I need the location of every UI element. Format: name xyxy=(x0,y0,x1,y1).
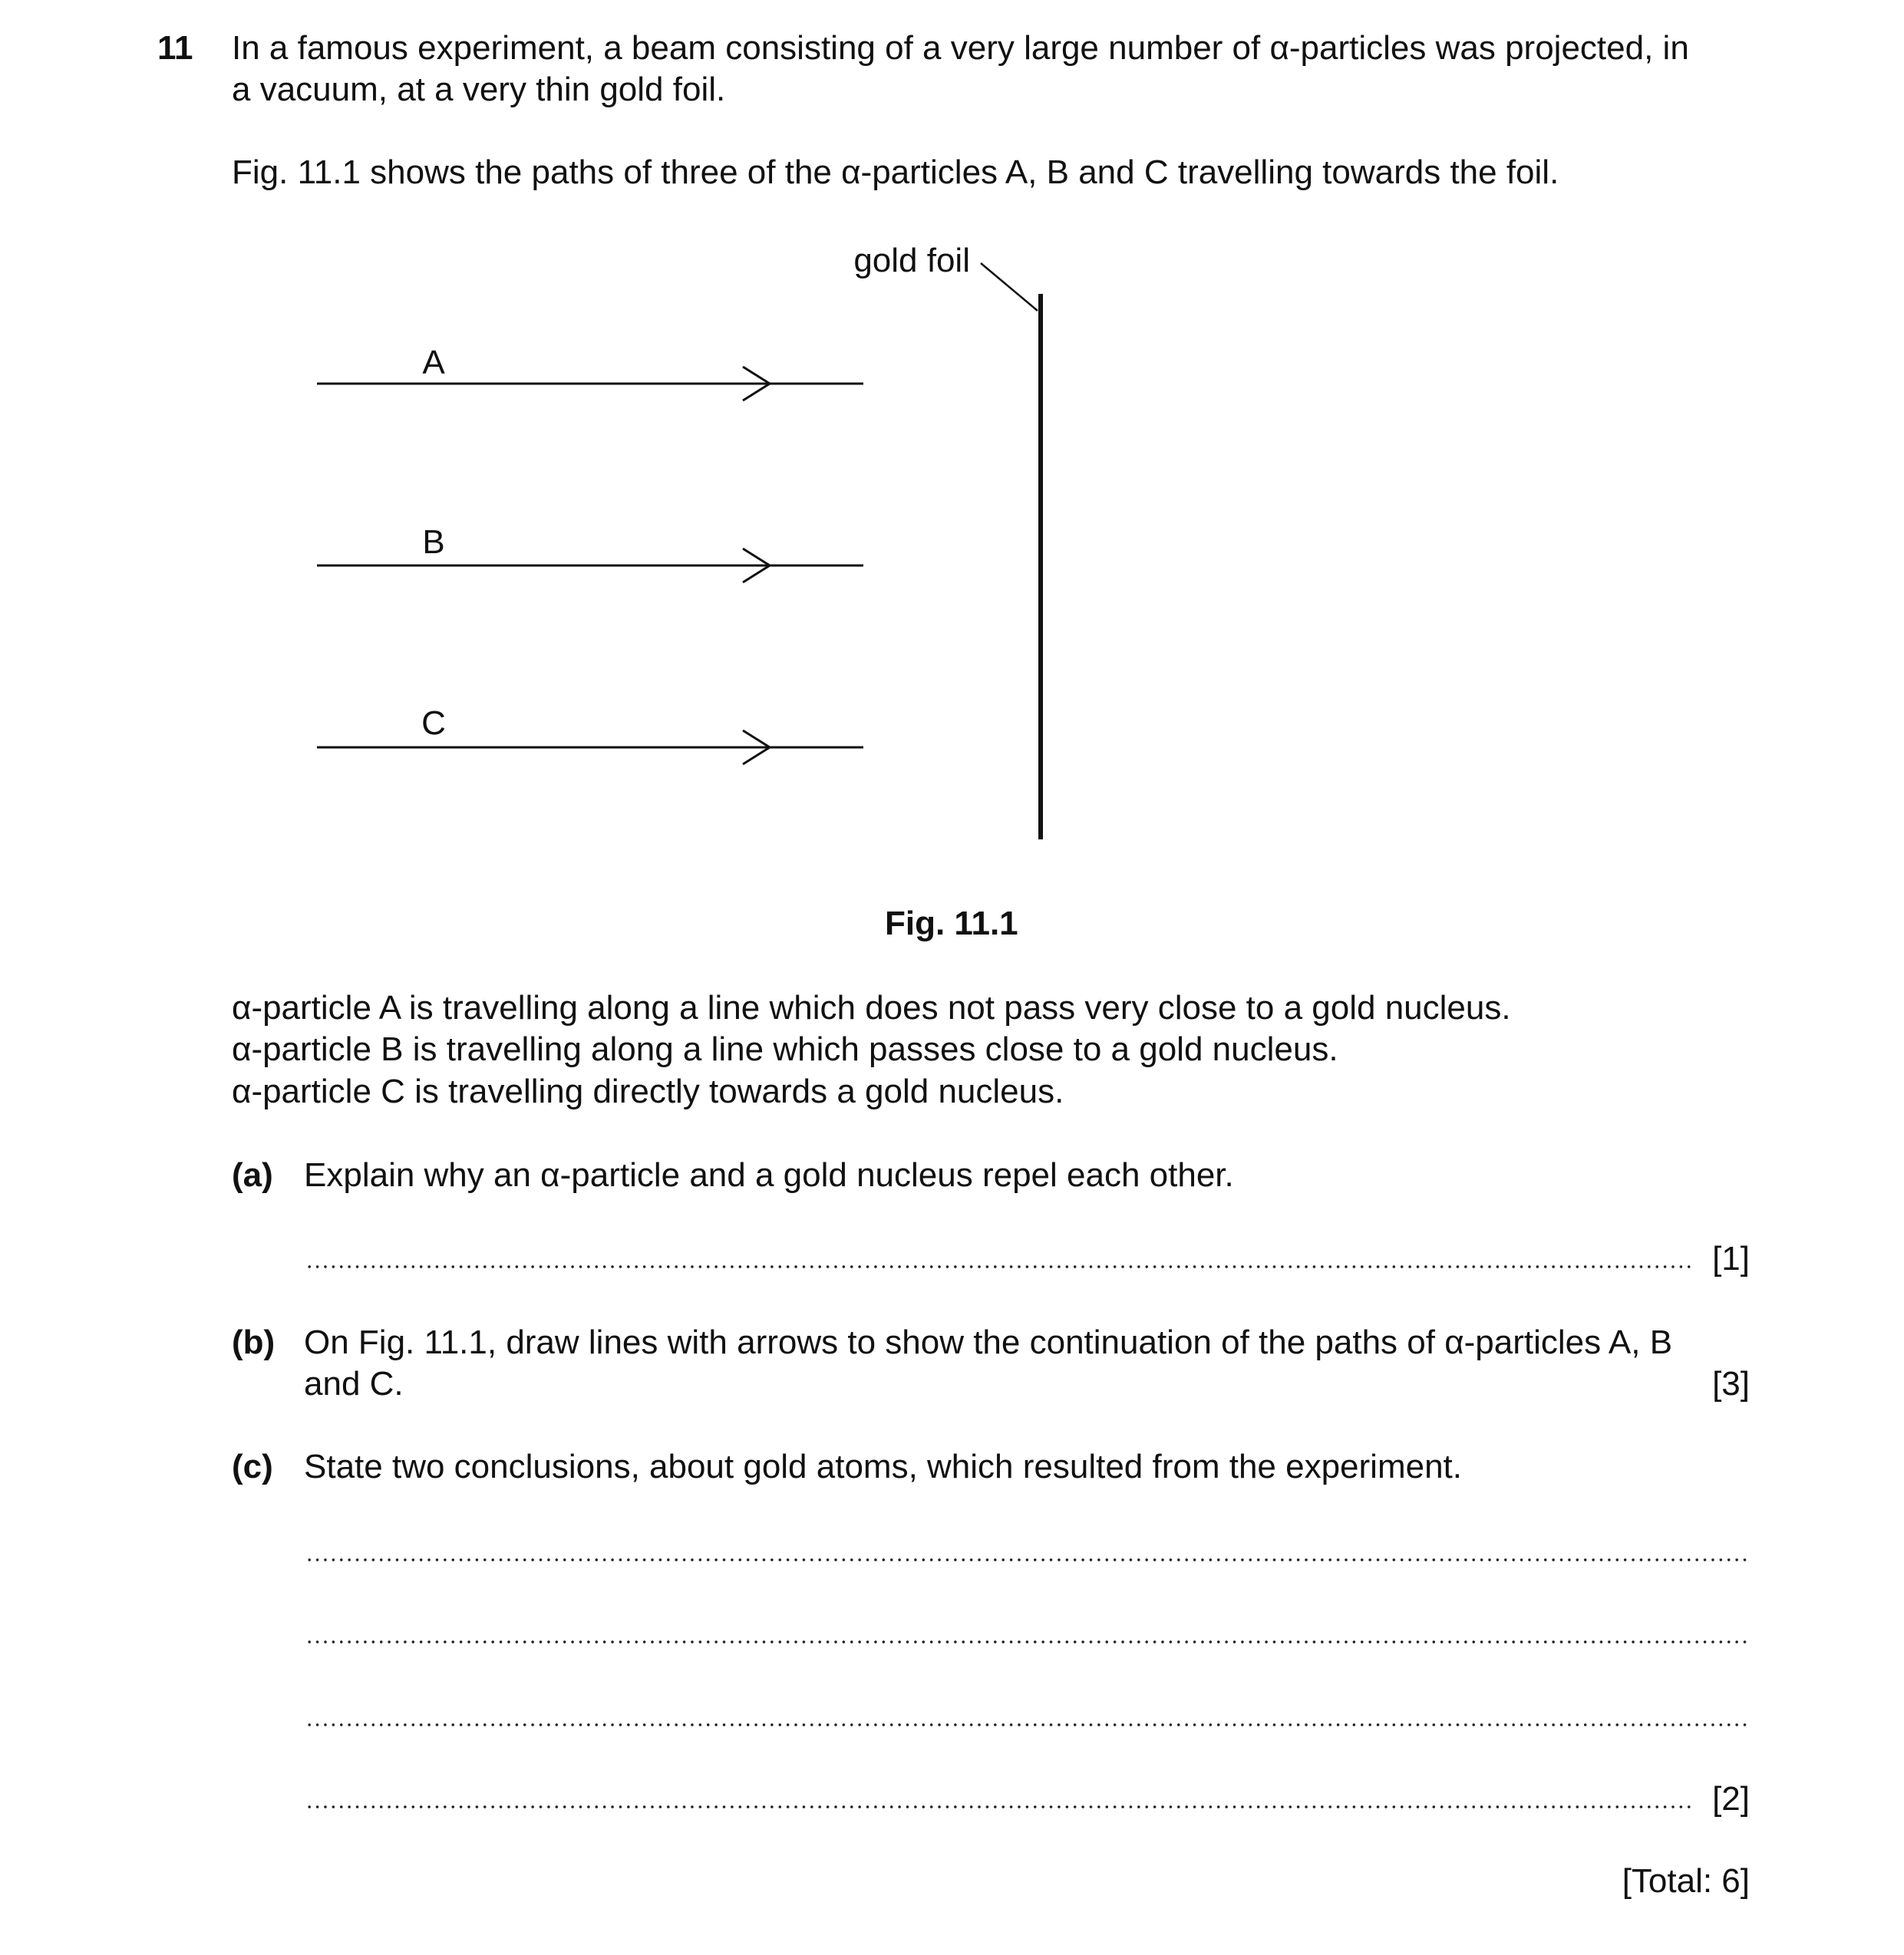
part-b-question-line-2: and C. xyxy=(304,1365,404,1403)
path-a-label: A xyxy=(422,344,445,381)
path-c-label: C xyxy=(421,704,446,742)
question-number: 11 xyxy=(157,29,193,67)
gold-foil-label: gold foil xyxy=(853,242,970,279)
statement-b: α-particle B is travelling along a line which passes close to a gold nucleus. xyxy=(232,1030,1338,1068)
gold-foil-leader-line xyxy=(981,263,1038,311)
part-a-marks: [1] xyxy=(1712,1240,1750,1278)
question-intro-line-2: a vacuum, at a very thin gold foil. xyxy=(232,71,726,108)
part-c-question: State two conclusions, about gold atoms, which resulted from the experiment. xyxy=(304,1448,1462,1485)
answer-line-c-2[interactable] xyxy=(305,1640,1747,1644)
answer-line-c-4[interactable] xyxy=(305,1805,1694,1809)
part-b-marks: [3] xyxy=(1712,1365,1750,1403)
question-intro-line-1: In a famous experiment, a beam consisting of a very large number of α-particles was projected, in xyxy=(232,29,1689,67)
statement-a: α-particle A is travelling along a line which does not pass very close to a gold nucleus. xyxy=(232,989,1511,1027)
statement-c: α-particle C is travelling directly towards a gold nucleus. xyxy=(232,1073,1064,1110)
part-b-question-line-1: On Fig. 11.1, draw lines with arrows to show the continuation of the paths of α-particles A, B xyxy=(304,1324,1673,1361)
figure-intro-text: Fig. 11.1 shows the paths of three of the α-particles A, B and C travelling towards the foil. xyxy=(232,153,1559,191)
answer-line-c-3[interactable] xyxy=(305,1723,1747,1727)
part-c-label: (c) xyxy=(232,1448,273,1485)
part-a-question: Explain why an α-particle and a gold nucleus repel each other. xyxy=(304,1156,1234,1194)
figure-caption: Fig. 11.1 xyxy=(885,905,1018,942)
part-b-label: (b) xyxy=(232,1324,276,1361)
total-marks: [Total: 6] xyxy=(1622,1862,1750,1900)
part-c-marks: [2] xyxy=(1712,1780,1750,1818)
answer-line-a[interactable] xyxy=(305,1264,1694,1269)
part-a-label: (a) xyxy=(232,1156,273,1194)
path-b-label: B xyxy=(422,523,445,561)
answer-line-c-1[interactable] xyxy=(305,1558,1747,1562)
